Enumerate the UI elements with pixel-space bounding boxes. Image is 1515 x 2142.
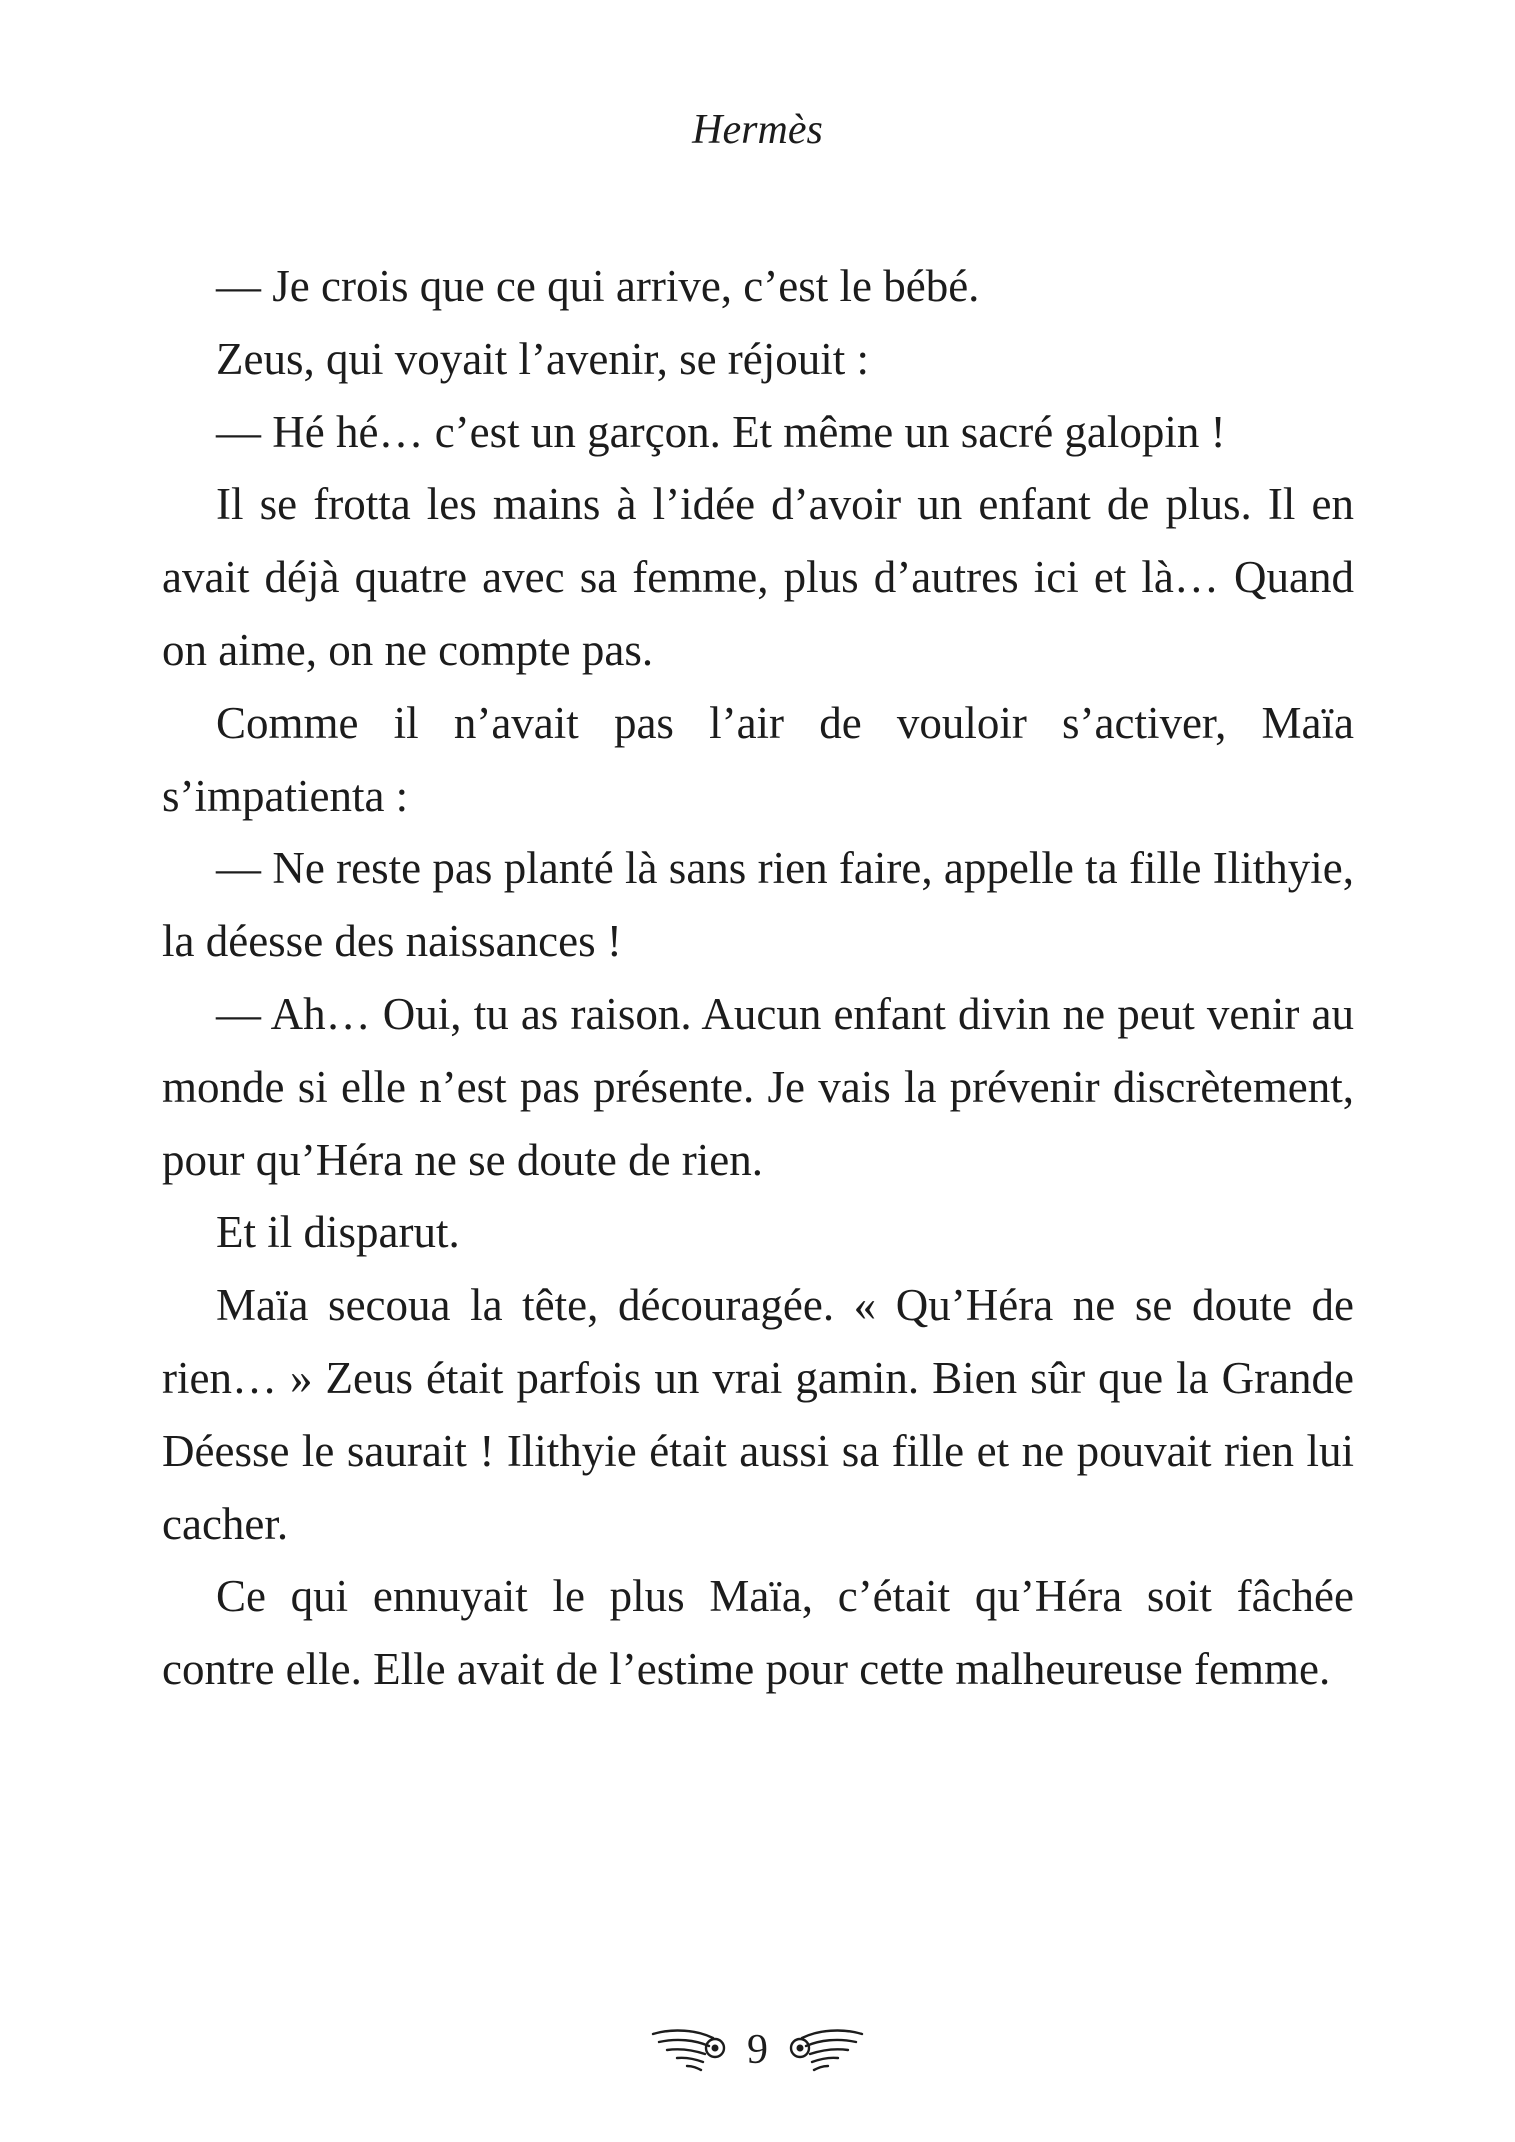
paragraph: Il se frotta les mains à l’idée d’avoir un enfant de plus. Il en avait déjà quatre avec sa femme, plus d’autres ici et là… Quand on aime, on ne compte pas.	[162, 479, 1354, 675]
winged-ornament-left-icon	[651, 2026, 727, 2074]
page-number: 9	[747, 2027, 768, 2073]
body-text	[162, 250, 1354, 1706]
paragraph: Comme il n’avait pas l’air de vouloir s’activer, Maïa s’impatienta :	[162, 697, 1354, 821]
page-footer	[0, 2010, 1515, 2090]
paragraph: Et il disparut.	[216, 1207, 460, 1258]
winged-ornament-right-icon	[788, 2026, 864, 2074]
paragraph: — Je crois que ce qui arrive, c’est le bébé.	[216, 261, 980, 311]
paragraph: — Ah… Oui, tu as raison. Aucun enfant divin ne peut venir au monde si elle n’est pas présente. Je vais la prévenir discrètement, pour qu’Héra ne se doute de rien.	[162, 988, 1354, 1185]
paragraph: Maïa secoua la tête, découragée. « Qu’Héra ne se doute de rien… » Zeus était parfois un vrai gamin. Bien sûr que la Grande Déesse le saurait ! Ilithyie était aussi sa fille et ne pouvait rien lui cacher.	[162, 1280, 1354, 1549]
paragraph: Zeus, qui voyait l’avenir, se réjouit :	[216, 333, 870, 384]
paragraph: — Hé hé… c’est un garçon. Et même un sacré galopin !	[216, 406, 1226, 457]
running-title: Hermès	[692, 107, 823, 153]
paragraph: — Ne reste pas planté là sans rien faire, appelle ta fille Ilithyie, la déesse des naissances !	[162, 843, 1354, 967]
paragraph: Ce qui ennuyait le plus Maïa, c’était qu’Héra soit fâchée contre elle. Elle avait de l’estime pour cette malheureuse femme.	[162, 1571, 1354, 1695]
